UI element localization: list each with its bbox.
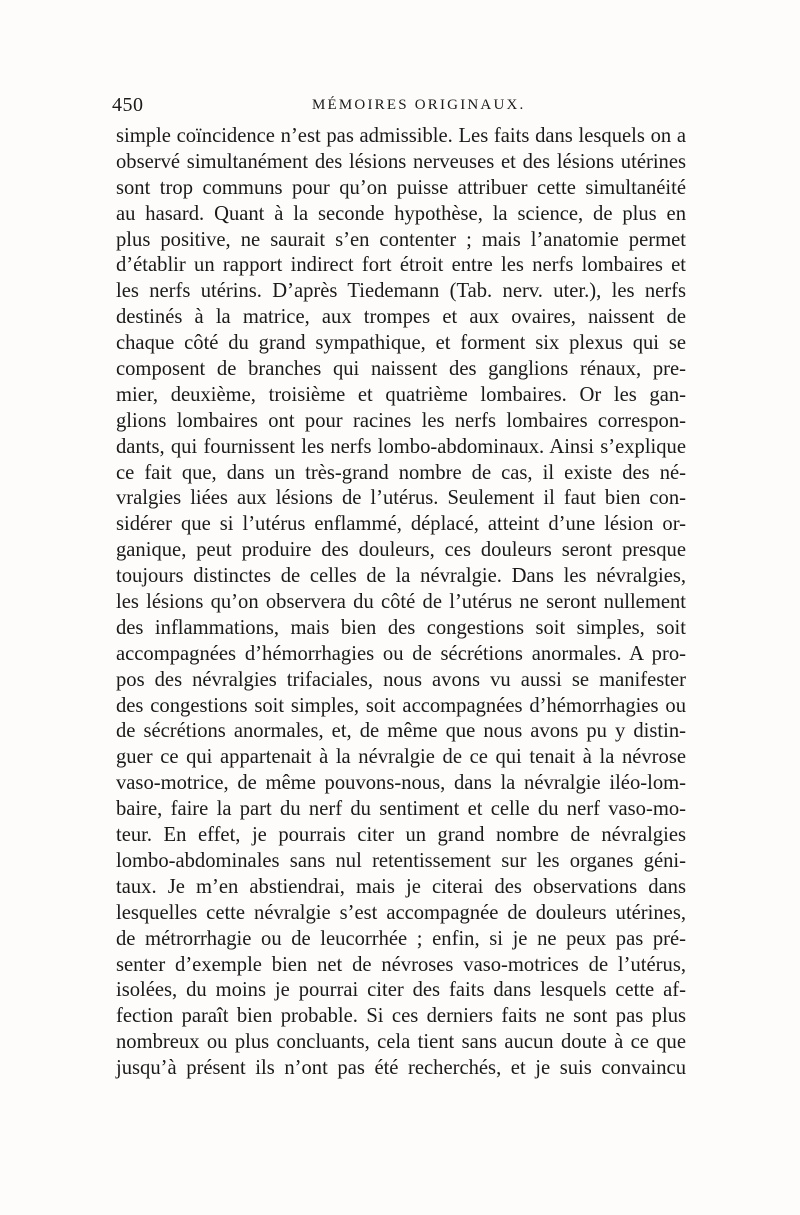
text-line: taux. Je m’en abstiendrai, mais je citerai des observations dans	[116, 875, 686, 898]
text-line: les lésions qu’on observera du côté de l’utérus ne seront nullement	[116, 591, 686, 614]
text-line: les nerfs utérins. D’après Tiedemann (Tab. nerv. uter.), les nerfs	[116, 280, 686, 303]
text-line: fection paraît bien probable. Si ces derniers faits ne sont pas plus	[116, 1005, 686, 1028]
text-line: senter d’exemple bien net de névroses vaso-motrices de l’utérus,	[116, 953, 686, 976]
text-line: sont trop communs pour qu’on puisse attribuer cette simultanéité	[116, 176, 686, 199]
page-header	[112, 94, 692, 120]
text-line: simple coïncidence n’est pas admissible. Les faits dans lesquels on a	[116, 125, 686, 147]
text-line: toujours distinctes de celles de la névralgie. Dans les névralgies,	[116, 565, 686, 588]
text-line: des inflammations, mais bien des congestions soit simples, soit	[116, 616, 686, 639]
text-line: ganique, peut produire des douleurs, ces douleurs seront presque	[116, 539, 686, 562]
text-line: ce fait que, dans un très-grand nombre de cas, il existe des né-	[116, 461, 686, 484]
text-line: pos des névralgies trifaciales, nous avons vu aussi se manifester	[116, 668, 686, 691]
text-line: au hasard. Quant à la seconde hypothèse, la science, de plus en	[116, 202, 686, 225]
page-number: 450	[112, 94, 144, 116]
text-line: de sécrétions anormales, et, de même que nous avons pu y distin-	[116, 720, 686, 743]
text-line: baire, faire la part du nerf du sentiment et celle du nerf vaso-mo-	[116, 798, 686, 821]
text-line: nombreux ou plus concluants, cela tient sans aucun doute à ce que	[116, 1031, 686, 1054]
text-line: d’établir un rapport indirect fort étroit entre les nerfs lombaires et	[116, 254, 686, 277]
text-line: observé simultanément des lésions nerveuses et des lésions utérines	[116, 150, 686, 173]
text-line: vaso-motrice, de même pouvons-nous, dans la névralgie iléo-lom-	[116, 772, 686, 795]
text-line: accompagnées d’hémorrhagies ou de sécrétions anormales. A pro-	[116, 642, 686, 665]
text-line: composent de branches qui naissent des ganglions rénaux, pre-	[116, 358, 686, 381]
text-line: destinés à la matrice, aux trompes et aux ovaires, naissent de	[116, 306, 686, 329]
body-text	[116, 124, 686, 1082]
text-line: mier, deuxième, troisième et quatrième lombaires. Or les gan-	[116, 383, 686, 406]
text-line: sidérer que si l’utérus enflammé, déplacé, atteint d’une lésion or-	[116, 513, 686, 536]
text-line: glions lombaires ont pour racines les nerfs lombaires correspon-	[116, 409, 686, 432]
text-line: lesquelles cette névralgie s’est accompagnée de douleurs utérines,	[116, 901, 686, 924]
text-line: des congestions soit simples, soit accompagnées d’hémorrhagies ou	[116, 694, 686, 717]
text-line: isolées, du moins je pourrai citer des faits dans lesquels cette af-	[116, 979, 686, 1002]
text-line: lombo-abdominales sans nul retentissement sur les organes géni-	[116, 849, 686, 872]
text-line: chaque côté du grand sympathique, et forment six plexus qui se	[116, 332, 686, 355]
running-head: MÉMOIRES ORIGINAUX.	[312, 97, 526, 113]
text-line: teur. En effet, je pourrais citer un grand nombre de névralgies	[116, 824, 686, 847]
text-line: vralgies liées aux lésions de l’utérus. Seulement il faut bien con-	[116, 487, 686, 510]
text-line: guer ce qui appartenait à la névralgie de ce qui tenait à la névrose	[116, 746, 686, 769]
text-line: plus positive, ne saurait s’en contenter ; mais l’anatomie permet	[116, 228, 686, 251]
text-line: de métrorrhagie ou de leucorrhée ; enfin, si je ne peux pas pré-	[116, 927, 686, 950]
text-line: jusqu’à présent ils n’ont pas été recherchés, et je suis convaincu	[116, 1057, 686, 1080]
text-line: dants, qui fournissent les nerfs lombo-abdominaux. Ainsi s’explique	[116, 435, 686, 458]
